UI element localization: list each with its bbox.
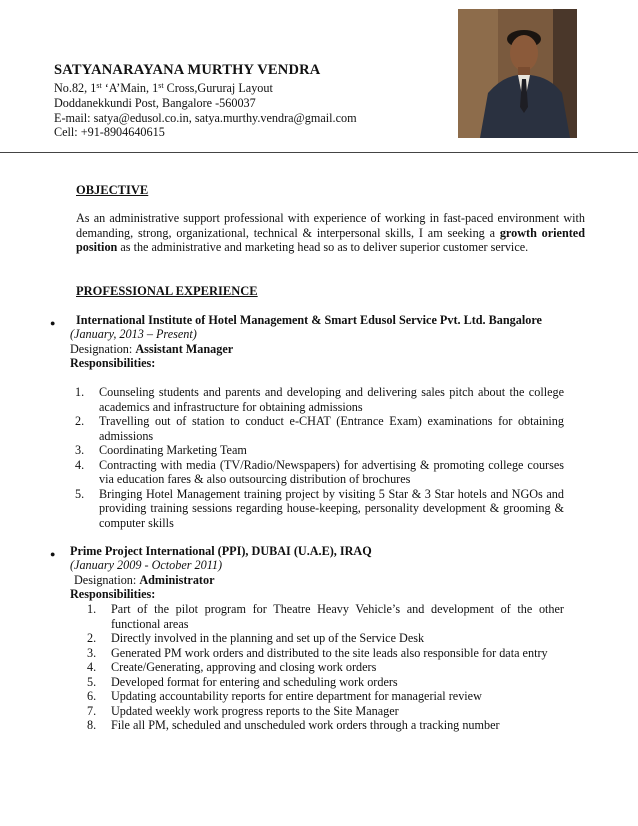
header-divider: [0, 152, 638, 153]
responsibilities-list: [75, 385, 564, 530]
candidate-name: SATYANARAYANA MURTHY VENDRA: [54, 62, 321, 78]
job-dates: (January 2009 - October 2011): [70, 558, 223, 572]
job-title: International Institute of Hotel Management & Smart Edusol Service Pvt. Ltd. Bangalore: [76, 313, 542, 327]
item-number: 2.: [75, 414, 85, 428]
item-number: 7.: [87, 703, 97, 718]
email-line: E-mail: satya@edusol.co.in, satya.murthy.vendra@gmail.com: [54, 111, 357, 125]
item-text: Updated weekly work progress reports to the Site Manager: [111, 703, 399, 718]
list-item: [75, 443, 564, 458]
designation-label: Designation:: [74, 573, 140, 587]
list-item: [87, 660, 564, 675]
job-title: Prime Project International (PPI), DUBAI (U.A.E), IRAQ: [70, 544, 372, 558]
item-text: File all PM, scheduled and unscheduled work orders through a tracking number: [111, 718, 500, 732]
job-designation: [70, 342, 233, 357]
objective-emphasis: growth oriented position: [76, 225, 585, 254]
item-text: Generated PM work orders and distributed to the site leads also responsible for data entry: [111, 645, 548, 660]
item-text: Contracting with media (TV/Radio/Newspapers) for advertising & promoting college courses via education fares & also outsourcing distribution of brochures: [99, 457, 564, 486]
list-item: [87, 602, 564, 631]
list-item: [75, 458, 564, 487]
item-text: Developed format for entering and scheduling work orders: [111, 674, 398, 689]
list-item: [75, 414, 564, 443]
designation-value: Assistant Manager: [135, 342, 234, 356]
item-text: Counseling students and parents and developing and delivering sales pitch about the college academics and infrastructure for obtaining admissions: [99, 385, 564, 414]
responsibilities-list: [87, 602, 564, 733]
item-text: Coordinating Marketing Team: [99, 443, 247, 457]
designation-value: Administrator: [139, 573, 215, 587]
objective-text-part: As an administrative support professional with experience of working in fast-paced environment with demanding, strong, organizational, technical & interpersonal skills, I am seeking a: [76, 211, 585, 240]
objective-text: [76, 211, 585, 255]
superscript: st: [158, 81, 164, 90]
address-line-1: [54, 81, 273, 96]
superscript: st: [96, 81, 102, 90]
list-item: [75, 487, 564, 531]
experience-heading: PROFESSIONAL EXPERIENCE: [76, 284, 258, 298]
item-number: 4.: [75, 457, 85, 472]
list-item: [87, 718, 564, 733]
item-text: Updating accountability reports for entire department for managerial review: [111, 689, 482, 703]
responsibilities-label: Responsibilities:: [70, 356, 156, 370]
item-number: 1.: [87, 602, 97, 616]
item-number: 5.: [75, 486, 85, 501]
designation-label: Designation:: [70, 342, 136, 356]
job-dates: (January, 2013 – Present): [70, 327, 197, 341]
address-line-2: Doddanekkundi Post, Bangalore -560037: [54, 96, 256, 110]
phone-line: Cell: +91-8904640615: [54, 125, 165, 139]
bullet-icon: ●: [50, 549, 56, 559]
profile-photo-graphic: [458, 9, 577, 138]
profile-photo: [458, 9, 577, 138]
item-text: Travelling out of station to conduct e-CHAT (Entrance Exam) examinations for obtaining admissions: [99, 414, 564, 443]
item-number: 6.: [87, 689, 97, 703]
item-number: 3.: [75, 443, 85, 457]
item-number: 4.: [87, 660, 97, 674]
objective-heading: OBJECTIVE: [76, 183, 149, 197]
objective-text-part: as the administrative and marketing head so as to deliver superior customer service.: [117, 240, 529, 254]
item-number: 1.: [75, 385, 85, 399]
item-text: Directly involved in the planning and set up of the Service Desk: [111, 631, 425, 645]
address-part: ‘A’Main, 1: [101, 81, 159, 95]
item-number: 8.: [87, 718, 97, 732]
address-part: No.82, 1: [54, 81, 97, 95]
list-item: [87, 646, 564, 661]
job-designation: [74, 573, 215, 588]
item-text: Part of the pilot program for Theatre Heavy Vehicle’s and development of the other functional areas: [111, 602, 564, 631]
item-text: Create/Generating, approving and closing work orders: [111, 660, 377, 674]
item-number: 2.: [87, 631, 97, 645]
item-text: Bringing Hotel Management training project by visiting 5 Star & 3 Star hotels and NGOs and providing training sessions regarding house-keeping, personality development & grooming & computer skills: [99, 486, 564, 530]
item-number: 5.: [87, 674, 97, 689]
list-item: [87, 675, 564, 690]
list-item: [87, 704, 564, 719]
bullet-icon: ●: [50, 318, 56, 328]
list-item: [87, 631, 564, 646]
list-item: [87, 689, 564, 704]
list-item: [75, 385, 564, 414]
responsibilities-label: Responsibilities:: [70, 587, 156, 601]
address-part: Cross,Gururaj Layout: [163, 81, 273, 95]
item-number: 3.: [87, 645, 97, 660]
